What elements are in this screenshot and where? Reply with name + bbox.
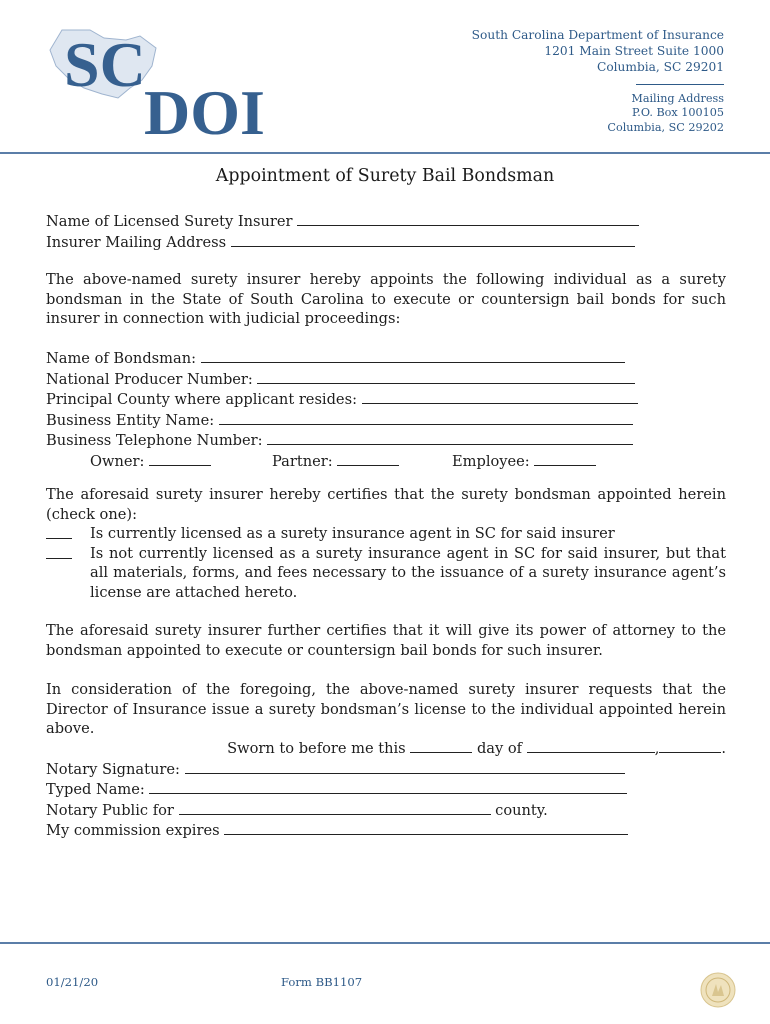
notary-county-field[interactable]	[179, 800, 491, 815]
owner-group	[90, 451, 211, 470]
insurer-address-row	[46, 232, 726, 253]
option-row	[46, 544, 726, 603]
address-line: South Carolina Department of Insurance	[471, 28, 724, 42]
certify-intro: The aforesaid surety insurer hereby certifies that the surety bondsman appointed herein (check one):	[46, 486, 726, 523]
address-block	[424, 27, 724, 136]
insurer-name-row	[46, 211, 726, 232]
notary-signature-field[interactable]	[185, 759, 625, 774]
power-paragraph: The aforesaid surety insurer further certifies that it will give its power of attorney to the bondsman appointed to execute or countersign bail bonds for such insurer.	[46, 622, 726, 659]
insurer-address-label: Insurer Mailing Address	[46, 233, 227, 251]
entity-row	[46, 410, 726, 431]
footer-form-number: Form BB1107	[281, 975, 363, 989]
phone-row	[46, 430, 726, 451]
sworn-period: .	[721, 740, 726, 757]
county-row	[46, 389, 726, 410]
sworn-day-field[interactable]	[410, 738, 472, 753]
logo-doi-text: DOI	[144, 77, 265, 138]
scdoi-logo-graphic	[44, 28, 284, 138]
phone-label: Business Telephone Number:	[46, 432, 263, 449]
notary-county-suffix: county.	[495, 801, 548, 819]
owner-field[interactable]	[149, 451, 211, 466]
entity-label: Business Entity Name:	[46, 411, 215, 429]
commission-field[interactable]	[224, 820, 628, 835]
phone-field[interactable]	[267, 430, 633, 445]
sworn-row	[46, 738, 726, 759]
npn-field[interactable]	[257, 369, 635, 384]
insurer-fields	[46, 211, 726, 252]
footer-divider	[0, 942, 770, 944]
typed-name-field[interactable]	[149, 779, 627, 794]
address-line: Columbia, SC 29201	[597, 60, 724, 75]
commission-label: My commission expires	[46, 822, 220, 839]
footer-date: 01/21/20	[46, 975, 99, 989]
typed-name-label: Typed Name:	[46, 781, 145, 798]
insurer-name-field[interactable]	[297, 211, 639, 226]
notary-signature-row	[46, 759, 726, 780]
header-divider	[0, 152, 770, 154]
partner-label: Partner:	[272, 452, 333, 470]
bondsman-name-row	[46, 348, 726, 369]
intro-paragraph: The above-named surety insurer hereby appoints the following individual as a surety bondsman in the State of South Carolina to execute or countersign bail bonds for such insurer in connection with judicial proceedings:	[46, 271, 726, 327]
sworn-year-field[interactable]	[659, 738, 721, 753]
entity-field[interactable]	[219, 410, 633, 425]
state-seal-icon	[700, 972, 736, 1008]
npn-row	[46, 369, 726, 390]
insurer-address-field[interactable]	[231, 232, 635, 247]
owner-label: Owner:	[90, 452, 145, 470]
mailing-line: P.O. Box 100105	[632, 106, 724, 120]
bondsman-name-field[interactable]	[201, 348, 625, 363]
request-paragraph: In consideration of the foregoing, the above-named surety insurer requests that the Director of Insurance issue a surety bondsman’s license to the individual appointed herein above.	[46, 681, 726, 737]
sworn-day-label: day of	[476, 740, 523, 757]
mailing-line: Mailing Address	[631, 91, 724, 105]
employee-field[interactable]	[534, 451, 596, 466]
logo-sc-text: SC	[64, 29, 146, 100]
address-divider	[636, 84, 724, 85]
bondsman-fields	[46, 348, 726, 470]
employee-group	[452, 451, 596, 470]
employee-label: Employee:	[452, 452, 530, 470]
notary-section	[46, 738, 726, 841]
insurer-name-label: Name of Licensed Surety Insurer	[46, 213, 293, 230]
bondsman-name-label: Name of Bondsman:	[46, 350, 197, 367]
sworn-month-field[interactable]	[527, 738, 655, 753]
partner-group	[272, 451, 399, 470]
option-2-label: Is not currently licensed as a surety insurance agent in SC for said insurer, but that all materials, forms, and fees necessary to the issuance of a surety insurance agent’s license are attached hereto.	[90, 544, 726, 601]
option-row	[46, 524, 726, 544]
typed-name-row	[46, 779, 726, 800]
commission-row	[46, 820, 726, 841]
scdoi-logo	[44, 28, 284, 138]
certify-options	[46, 524, 726, 602]
form-title: Appointment of Surety Bail Bondsman	[215, 166, 555, 186]
role-row	[46, 451, 726, 470]
option-1-checkbox[interactable]	[46, 524, 72, 539]
notary-public-row	[46, 800, 726, 821]
option-2-checkbox[interactable]	[46, 544, 72, 559]
address-line: 1201 Main Street Suite 1000	[544, 44, 724, 59]
partner-field[interactable]	[337, 451, 399, 466]
sworn-comma: ,	[654, 740, 660, 757]
notary-public-label: Notary Public for	[46, 801, 174, 819]
mailing-line: Columbia, SC 29202	[607, 121, 724, 134]
npn-label: National Producer Number:	[46, 370, 253, 388]
notary-signature-label: Notary Signature:	[46, 760, 180, 778]
sworn-prefix: Sworn to before me this	[227, 740, 406, 757]
option-1-label: Is currently licensed as a surety insurance agent in SC for said insurer	[90, 525, 615, 542]
county-field[interactable]	[362, 389, 638, 404]
county-label: Principal County where applicant resides:	[46, 391, 357, 408]
